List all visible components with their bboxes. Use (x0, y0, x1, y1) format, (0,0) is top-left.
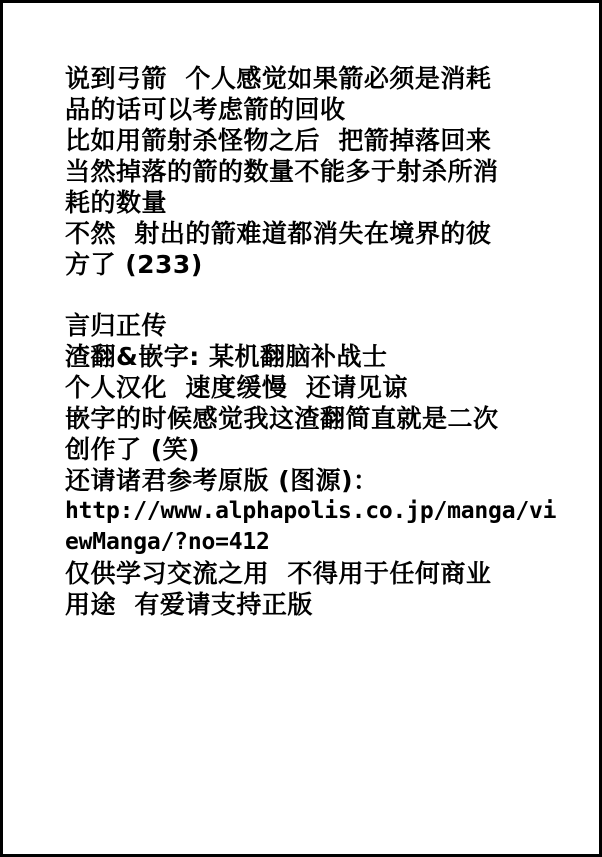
note-line: 比如用箭射杀怪物之后 把箭掉落回来 (65, 126, 492, 155)
note-line: 个人汉化 速度缓慢 还请见谅 (65, 373, 408, 402)
note-line: 品的话可以考虑箭的回收 (65, 95, 346, 124)
note-paragraph-disclaimer (65, 558, 565, 620)
note-paragraph-arrows (65, 63, 565, 280)
note-line: 嵌字的时候感觉我这渣翻简直就是二次 (65, 404, 499, 433)
note-line: 还请诸君参考原版 (图源)： (65, 466, 379, 495)
note-line: 耗的数量 (65, 188, 168, 217)
note-line: 创作了 (笑) (65, 435, 201, 464)
source-url (65, 496, 565, 558)
note-line: 说到弓箭 个人感觉如果箭必须是消耗 (65, 64, 492, 93)
note-line: 方了 (233) (65, 250, 203, 279)
source-url-line: http://www.alphapolis.co.jp/manga/vi (65, 498, 557, 524)
note-line: 言归正传 (65, 311, 168, 340)
paragraph-spacer (65, 280, 565, 310)
note-line: 当然掉落的箭的数量不能多于射杀所消 (65, 157, 499, 186)
note-line: 不然 射出的箭难道都消失在境界的彼 (65, 219, 492, 248)
note-paragraph-credits (65, 310, 565, 496)
translator-note-block (65, 63, 565, 620)
note-line: 用途 有爱请支持正版 (65, 590, 313, 619)
source-url-line: ewManga/?no=412 (65, 529, 270, 555)
note-line: 渣翻&嵌字: 某机翻脑补战士 (65, 342, 388, 371)
note-line: 仅供学习交流之用 不得用于任何商业 (65, 559, 492, 588)
